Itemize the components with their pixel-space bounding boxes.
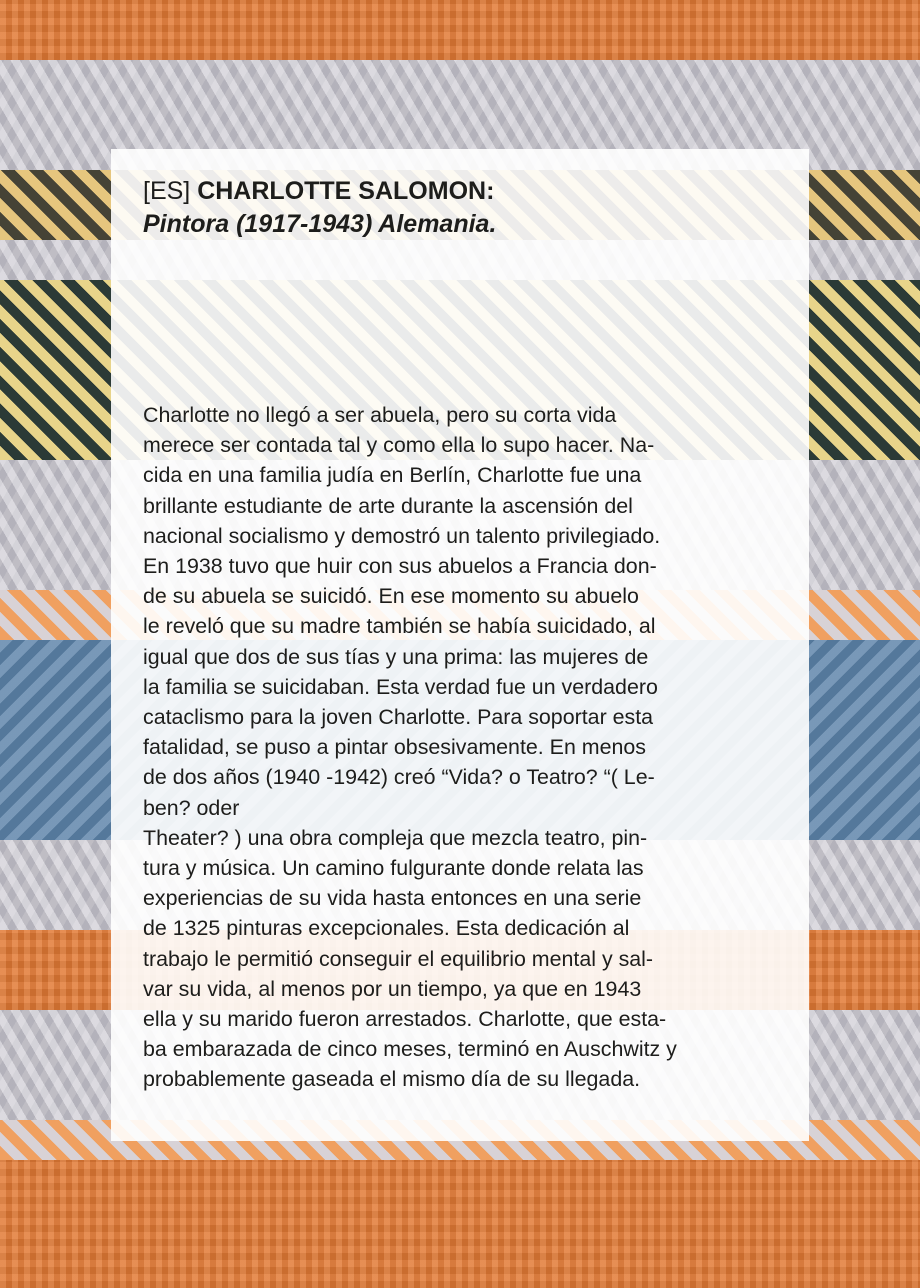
- language-tag: [ES]: [143, 177, 191, 205]
- text-card: [111, 149, 809, 1141]
- heading: [143, 175, 783, 241]
- bg-band-orange-top: [0, 0, 920, 60]
- bg-band-orange-bottom: [0, 1160, 920, 1288]
- person-subtitle: Pintora (1917-1943) Alemania.: [143, 210, 497, 238]
- biography-text: Charlotte no llegó a ser abuela, pero su corta vida merece ser contada tal y como ella lo supo hacer. Na- cida en una familia judía en Berlín, Charlotte fue una brillante estudiante de arte durante la ascensión del nacional socialismo y demostró un talento privilegiado. En 1938 tuvo que huir con sus abuelos a Francia don- de su abuela se suicidó. En ese momento su abuelo le reveló que su madre también se había suicidado, al igual que dos de sus tías y una prima: las mujeres de la familia se suicidaban. Esta verdad fue un verdadero cataclismo para la joven Charlotte. Para soportar esta fatalidad, se puso a pintar obsesivamente. En menos de dos años (1940 -1942) creó “Vida? o Teatro? “( Le- ben? oder Theater? ) una obra compleja que mezcla teatro, pin- tura y música. Un camino fulgurante donde relata las experiencias de su vida hasta entonces en una serie de 1325 pinturas excepcionales. Esta dedicación al trabajo le permitió conseguir el equilibrio mental y sal- var su vida, al menos por un tiempo, ya que en 1943 ella y su marido fueron arrestados. Charlotte, que esta- ba embarazada de cinco meses, terminó en Auschwitz y probablemente gaseada el mismo día de su llegada.: [143, 403, 677, 1092]
- person-name: CHARLOTTE SALOMON:: [197, 177, 495, 205]
